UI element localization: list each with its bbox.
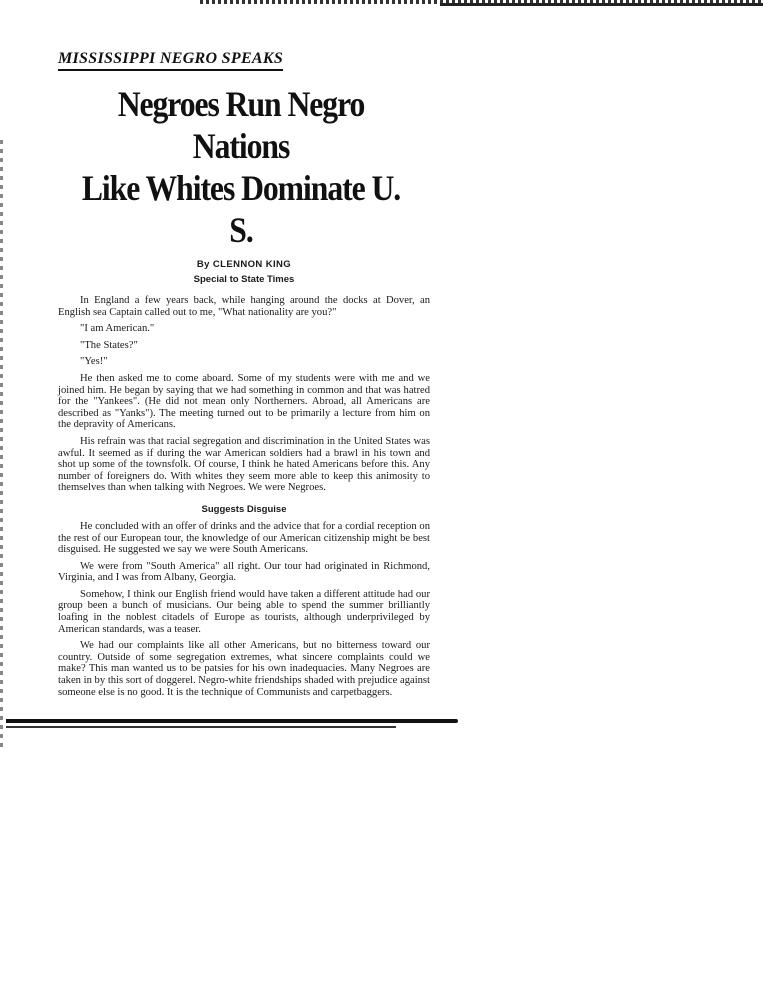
paragraph: "Yes!" (80, 356, 108, 368)
paragraph: He then asked me to come aboard. Some of my students were with me and we joined him. He began by saying that we had something in common and that was hatred for the "Yankees". (He did not mean only Northerners. Abroad, all Americans are described as "Yanks"). The meeting turned out to be primarily a lecture from him on the depravity of Americans. (58, 372, 430, 431)
left-scan-edge (0, 140, 3, 750)
paragraph: In England a few years back, while hanging around the docks at Dover, an English sea Captain called out to me, "What nationality are you?" (58, 295, 430, 318)
paragraph: His refrain was that racial segregation and discrimination in the United States was awful. It seemed as if during the war American soldiers had a brawl in his town and shot up some of the townsfolk. Of course, I think he hated Americans before this. Any number of foreigners do. With whites they seem more able to keep this animosity to themselves than when talking with Negroes. We were Negroes. (58, 435, 430, 494)
paragraph: "I am American." (80, 323, 155, 335)
headline-line-2: Like Whites Dominate U. S. (81, 168, 401, 250)
newspaper-clipping (58, 50, 430, 703)
byline: By CLENNON KING (196, 259, 292, 270)
paragraph: "The States?" (80, 339, 138, 351)
headline (75, 83, 408, 251)
section-heading: MISSISSIPPI NEGRO SPEAKS (58, 50, 283, 71)
bottom-rule-thick (6, 719, 458, 723)
top-rule (440, 3, 763, 6)
headline-line-1: Negroes Run Negro Nations (117, 84, 365, 166)
paragraph: We were from "South America" all right. Our tour had originated in Richmond, Virginia, and I was from Albany, Georgia. (58, 560, 430, 584)
dateline: Special to State Times (193, 274, 295, 285)
paragraph: We had our complaints like all other Americans, but no bitterness toward our country. Outside of some segregation extremes, what sincere complaints could we make? This man wanted us to be patsies for his own inadequacies. Many Negroes are taken in by this sort of doggerel. Negro-white friendships shaded with prejudice against someone else is no good. It is the technique of Communists and carpetbaggers. (58, 640, 430, 698)
article-body (58, 295, 430, 698)
bottom-rule (6, 717, 458, 729)
paragraph: Somehow, I think our English friend would have taken a different attitude had our group been a bunch of musicians. Our being able to spend the summer brilliantly loafing in the noblest citadels of Europe as tourists, although underprivileged by American standards, was a teaser. (58, 588, 430, 635)
paragraph: He concluded with an offer of drinks and the advice that for a cordial reception on the rest of our European tour, the knowledge of our American citizenship might be best disguised. He suggested we say we were South Americans. (58, 520, 430, 556)
subhead: Suggests Disguise (201, 503, 287, 515)
bottom-rule-thin (6, 726, 396, 728)
